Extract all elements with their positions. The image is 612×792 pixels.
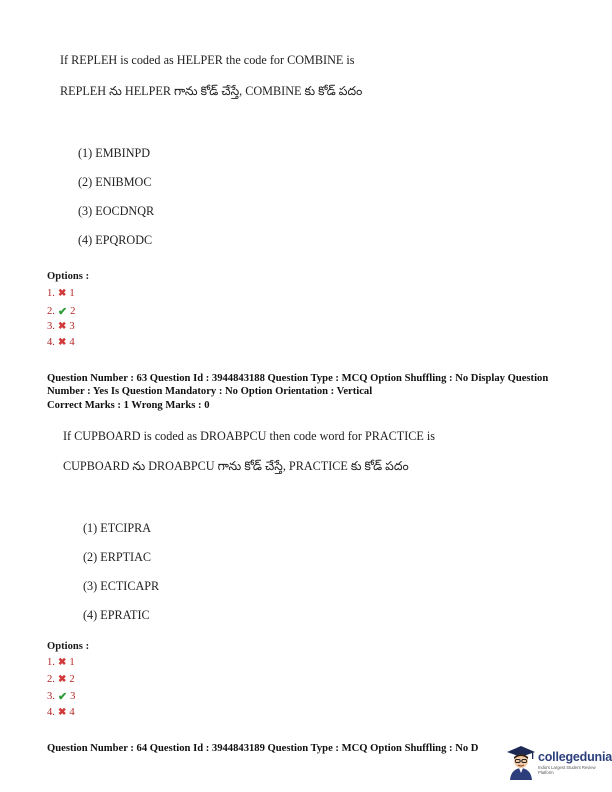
check-icon: ✔ [57, 691, 68, 703]
q63-english-text: If CUPBOARD is coded as DROABPCU then code word for PRACTICE is [63, 429, 436, 443]
q63-option-row-4 [47, 707, 75, 718]
q63-options-label: Options : [47, 641, 90, 652]
q62-choice-2: (2) ENIBMOC [78, 175, 152, 189]
brand-name: collegedunia [538, 749, 612, 764]
cross-icon: ✖ [57, 674, 67, 685]
q63-option-row-2 [47, 674, 75, 685]
option-value: 4 [69, 707, 75, 718]
q63-option-row-3 [47, 690, 75, 703]
option-value: 3 [70, 691, 76, 702]
graduate-avatar-icon [506, 744, 536, 780]
option-value: 1 [69, 657, 75, 668]
q62-options-label: Options : [47, 271, 90, 282]
q63-option-row-1 [47, 657, 75, 668]
cross-icon: ✖ [57, 707, 67, 718]
q63-choice-2: (2) ERPTIAC [83, 550, 152, 564]
q63-choice-3: (3) ECTICAPR [83, 579, 160, 593]
q63-meta-line-2: Number : Yes Is Question Mandatory : No Option Orientation : Vertical [47, 386, 373, 397]
q63-choice-4: (4) EPRATIC [83, 608, 150, 622]
option-number: 3. [47, 321, 55, 332]
option-value: 2 [69, 674, 75, 685]
q62-option-row-1 [47, 288, 75, 299]
option-value: 2 [70, 306, 76, 317]
option-number: 3. [47, 691, 55, 702]
cross-icon: ✖ [57, 321, 67, 332]
option-value: 1 [69, 288, 75, 299]
option-value: 4 [69, 337, 75, 348]
option-number: 1. [47, 657, 55, 668]
q62-choice-1: (1) EMBINPD [78, 146, 151, 160]
collegedunia-logo [506, 741, 612, 783]
q63-meta-line-1: Question Number : 63 Question Id : 3944843188 Question Type : MCQ Option Shuffling : No Display Question [47, 373, 549, 384]
option-value: 3 [69, 321, 75, 332]
q62-choice-3: (3) EOCDNQR [78, 204, 155, 218]
q62-option-row-3 [47, 321, 75, 332]
option-number: 2. [47, 674, 55, 685]
q63-choice-1: (1) ETCIPRA [83, 521, 152, 535]
brand-tagline: India's Largest Student Review Platform [538, 764, 596, 775]
q62-option-row-4 [47, 337, 75, 348]
cross-icon: ✖ [57, 657, 67, 668]
q62-choice-4: (4) EPQRODC [78, 233, 153, 247]
option-number: 2. [47, 306, 55, 317]
q64-meta-line-1: Question Number : 64 Question Id : 3944843189 Question Type : MCQ Option Shuffling : No D [47, 743, 479, 754]
check-icon: ✔ [57, 306, 68, 318]
q62-option-row-2 [47, 305, 75, 318]
cross-icon: ✖ [57, 288, 67, 299]
option-number: 4. [47, 707, 55, 718]
cross-icon: ✖ [57, 337, 67, 348]
q62-english-text: If REPLEH is coded as HELPER the code for COMBINE is [60, 53, 355, 67]
q62-telugu-text: REPLEH ను HELPER గాను కోడ్ చేస్తే, COMBINE కు కోడ్ పదం [60, 84, 363, 98]
option-number: 4. [47, 337, 55, 348]
option-number: 1. [47, 288, 55, 299]
q63-telugu-text: CUPBOARD ను DROABPCU గాను కోడ్ చేస్తే, PRACTICE కు కోడ్ పదం [63, 459, 409, 473]
q63-meta-line-3: Correct Marks : 1 Wrong Marks : 0 [47, 400, 210, 411]
